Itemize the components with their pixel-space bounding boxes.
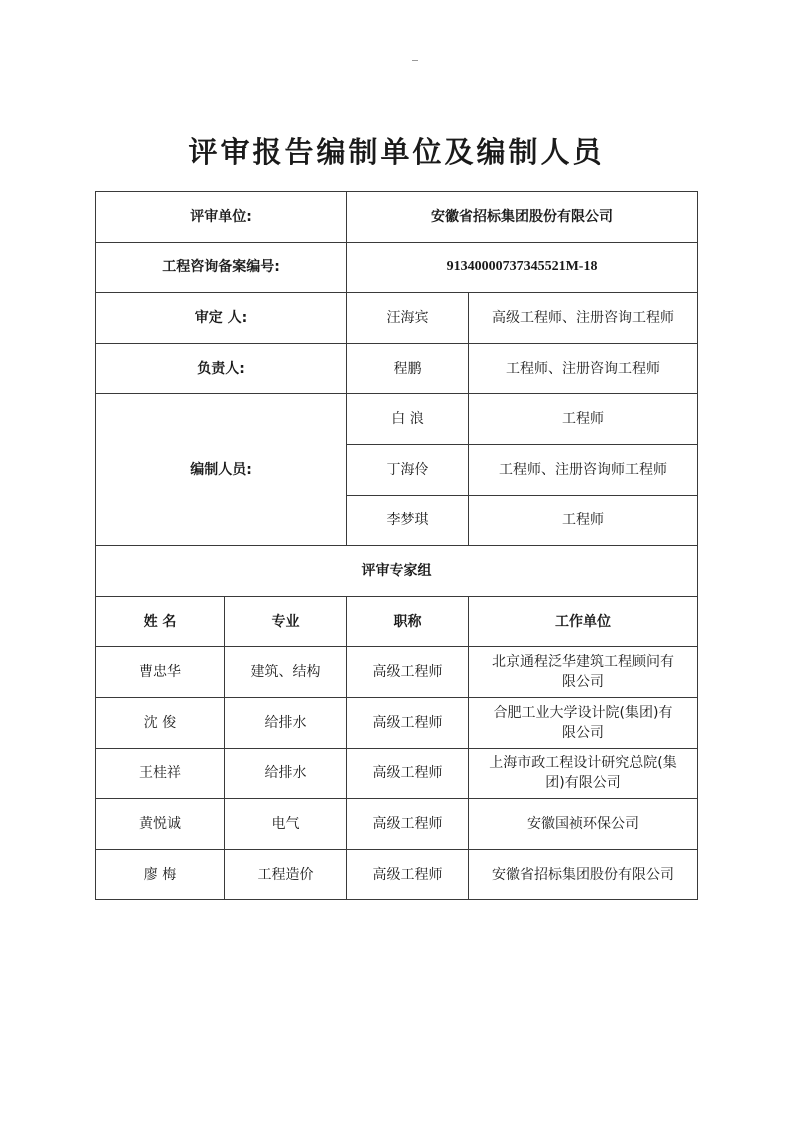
reviewer-name: 汪海宾 (347, 293, 469, 344)
expert-row (96, 799, 698, 850)
compiler-name: 丁海伶 (347, 444, 469, 495)
expert-name: 廖 梅 (96, 849, 225, 900)
expert-name: 黄悦诚 (96, 799, 225, 850)
expert-employer (469, 697, 698, 748)
compiler-name: 白 浪 (347, 394, 469, 445)
responsible-title: 工程师、注册咨询工程师 (469, 343, 698, 394)
expert-employer: 安徽省招标集团股份有限公司 (469, 849, 698, 900)
expert-group-heading: 评审专家组 (96, 546, 698, 597)
reviewer-title: 高级工程师、注册咨询工程师 (469, 293, 698, 344)
expert-major: 工程造价 (225, 849, 347, 900)
compiler-name: 李梦琪 (347, 495, 469, 546)
compiler-row (96, 394, 698, 445)
expert-major: 给排水 (225, 697, 347, 748)
registration-label: 工程咨询备案编号: (96, 242, 347, 293)
compiler-title: 工程师 (469, 495, 698, 546)
expert-row (96, 697, 698, 748)
expert-title: 高级工程师 (347, 647, 469, 698)
expert-group-heading-row (96, 546, 698, 597)
expert-major: 电气 (225, 799, 347, 850)
page-title: 评审报告编制单位及编制人员 (188, 135, 605, 169)
expert-row (96, 849, 698, 900)
unit-value: 安徽省招标集团股份有限公司 (347, 192, 698, 243)
registration-row (96, 242, 698, 293)
employer-line: 上海市政工程设计研究总院(集 (489, 755, 677, 772)
expert-employer (469, 748, 698, 799)
expert-title: 高级工程师 (347, 799, 469, 850)
registration-value: 91340000737345521M-18 (347, 242, 698, 293)
column-header-name: 姓 名 (96, 596, 225, 647)
compiler-title: 工程师 (469, 394, 698, 445)
employer-line: 北京通程泛华建筑工程顾问有 (492, 654, 675, 671)
employer-line: 合肥工业大学设计院(集团)有 (493, 704, 673, 721)
expert-row (96, 748, 698, 799)
employer-line: 团)有限公司 (545, 775, 621, 792)
responsible-name: 程鹏 (347, 343, 469, 394)
expert-title: 高级工程师 (347, 849, 469, 900)
reviewer-label: 审定 人: (96, 293, 347, 344)
expert-name: 王桂祥 (96, 748, 225, 799)
expert-employer: 安徽国祯环保公司 (469, 799, 698, 850)
unit-label: 评审单位: (96, 192, 347, 243)
expert-name: 沈 俊 (96, 697, 225, 748)
column-header-major: 专业 (225, 596, 347, 647)
expert-employer (469, 647, 698, 698)
expert-major: 给排水 (225, 748, 347, 799)
responsible-row (96, 343, 698, 394)
expert-row (96, 647, 698, 698)
column-header-employer: 工作单位 (469, 596, 698, 647)
employer-line: 限公司 (562, 674, 605, 691)
unit-row (96, 192, 698, 243)
report-table (95, 191, 698, 900)
responsible-label: 负责人: (96, 343, 347, 394)
compilers-label: 编制人员: (96, 394, 347, 546)
scan-speck (412, 60, 418, 61)
expert-title: 高级工程师 (347, 748, 469, 799)
expert-title: 高级工程师 (347, 697, 469, 748)
expert-header-row (96, 596, 698, 647)
expert-major: 建筑、结构 (225, 647, 347, 698)
reviewer-row (96, 293, 698, 344)
compiler-title: 工程师、注册咨询师工程师 (469, 444, 698, 495)
employer-line: 限公司 (562, 724, 605, 741)
expert-name: 曹忠华 (96, 647, 225, 698)
column-header-title: 职称 (347, 596, 469, 647)
